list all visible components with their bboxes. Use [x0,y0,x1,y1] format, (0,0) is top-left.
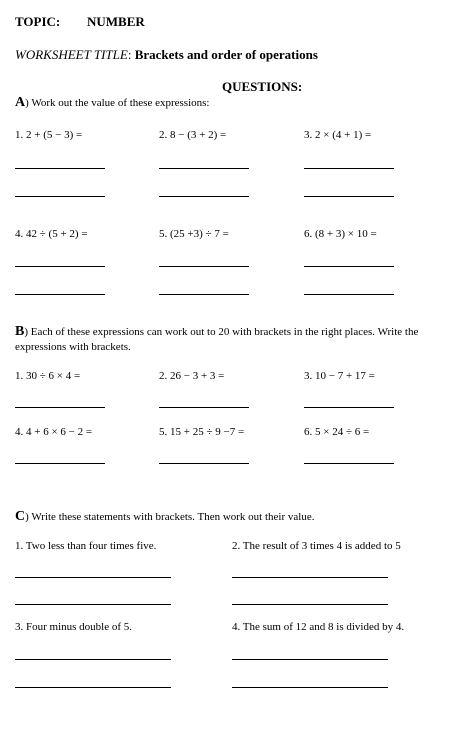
answer-line [15,168,105,169]
section-a-letter: A [15,95,26,110]
answer-line [304,266,394,267]
question-b5: 5. 15 + 25 ÷ 9 −7 = [159,426,245,438]
answer-line [15,196,105,197]
question-c4: 4. The sum of 12 and 8 is divided by 4. [232,621,405,633]
question-c3: 3. Four minus double of 5. [15,621,133,633]
worksheet-title [15,47,318,62]
answer-line [15,463,105,464]
section-b-instruction-line2: expressions with brackets. [15,341,131,353]
section-c-text: ) Write these statements with brackets. Then work out their value. [25,511,315,523]
answer-line [15,604,171,605]
question-a4: 4. 42 ÷ (5 + 2) = [15,228,88,240]
answer-line [159,407,249,408]
answer-line [159,196,249,197]
answer-line [304,407,394,408]
section-a-instruction [15,96,209,110]
topic-value: NUMBER [87,14,145,29]
answer-line [159,168,249,169]
answer-line [232,577,388,578]
question-c1: 1. Two less than four times five. [15,540,157,552]
answer-line [159,266,249,267]
question-a6: 6. (8 + 3) × 10 = [304,228,377,240]
section-b-instruction [15,325,418,339]
answer-line [15,266,105,267]
answer-line [304,168,394,169]
answer-line [15,294,105,295]
question-b6: 6. 5 × 24 ÷ 6 = [304,426,370,438]
topic-label: TOPIC: [15,14,61,29]
worksheet-title-sep: : [127,47,135,62]
section-b-text: ) Each of these expressions can work out to 20 with brackets in the right places. Write the [24,326,419,338]
question-a1: 1. 2 + (5 − 3) = [15,129,83,141]
answer-line [232,604,388,605]
answer-line [15,577,171,578]
question-b2: 2. 26 − 3 + 3 = [159,370,225,382]
answer-line [304,463,394,464]
worksheet-title-value: Brackets and order of operations [134,47,318,62]
questions-heading: QUESTIONS: [222,79,303,94]
section-c-instruction [15,510,314,524]
question-b3: 3. 10 − 7 + 17 = [304,370,375,382]
worksheet-title-label: WORKSHEET TITLE [15,47,128,62]
section-b-letter: B [15,324,25,339]
answer-line [304,196,394,197]
answer-line [15,407,105,408]
question-b1: 1. 30 ÷ 6 × 4 = [15,370,81,382]
answer-line [15,659,171,660]
answer-line [304,294,394,295]
section-c-letter: C [15,509,26,524]
answer-line [159,463,249,464]
question-c2: 2. The result of 3 times 4 is added to 5 [232,540,401,552]
question-a2: 2. 8 − (3 + 2) = [159,129,227,141]
question-b4: 4. 4 + 6 × 6 − 2 = [15,426,93,438]
answer-line [232,687,388,688]
answer-line [159,294,249,295]
section-a-text: ) Work out the value of these expressions: [25,97,210,109]
question-a3: 3. 2 × (4 + 1) = [304,129,372,141]
answer-line [15,687,171,688]
question-a5: 5. (25 +3) ÷ 7 = [159,228,229,240]
answer-line [232,659,388,660]
